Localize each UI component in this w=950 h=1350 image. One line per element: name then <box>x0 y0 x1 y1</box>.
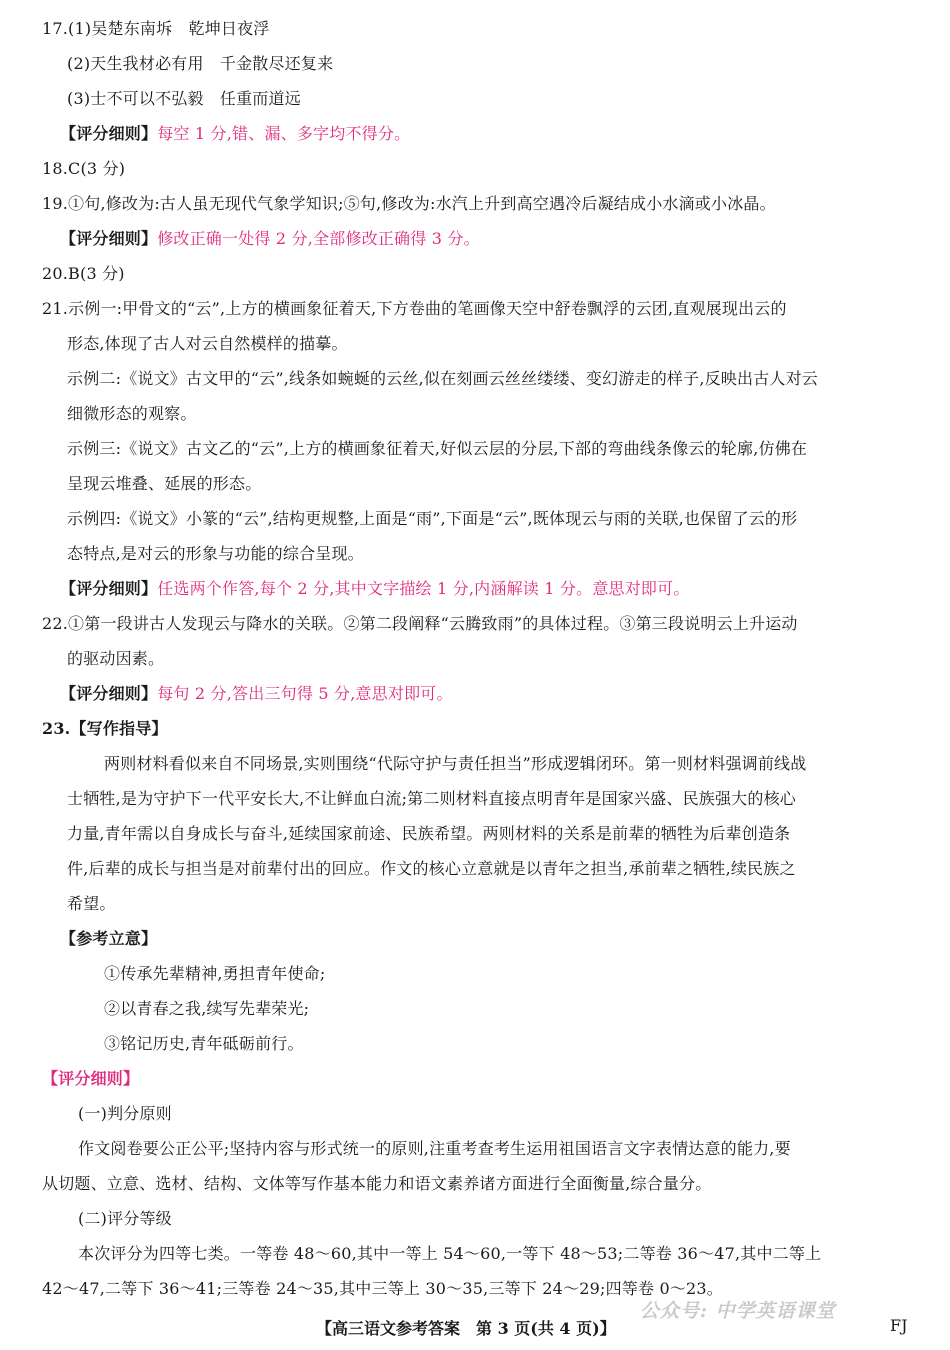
rubric-label: 【评分细则】 <box>60 579 158 598</box>
page-footer: 【高三语文参考答案 第 3 页(共 4 页)】 <box>316 1319 616 1338</box>
section-2-line-2: 42～47,二等下 36～41;三等卷 24～35,其中三等上 30～35,三等下 24～29;四等卷 0～23。 <box>42 1279 724 1298</box>
q17-rubric <box>60 123 410 145</box>
rubric-text: 每空 1 分,错、漏、多字均不得分。 <box>157 124 411 143</box>
q23-para-line-3: 力量,青年需以自身成长与奋斗,延续国家前途、民族希望。两则材料的关系是前辈的牺牲为后辈创造条 <box>67 824 791 843</box>
section-1-line-2: 从切题、立意、选材、结构、文体等写作基本能力和语文素养诸方面进行全面衡量,综合量分。 <box>42 1174 712 1193</box>
q21-line-6: 呈现云堆叠、延展的形态。 <box>67 474 262 493</box>
q20-answer: 20.B(3 分) <box>42 264 125 283</box>
q23-heading: 23.【写作指导】 <box>42 719 168 738</box>
q22-line-1: 22.①第一段讲古人发现云与降水的关联。②第二段阐释“云腾致雨”的具体过程。③第三段说明云上升运动 <box>42 614 798 633</box>
q21-line-4: 细微形态的观察。 <box>67 404 197 423</box>
q21-line-2: 形态,体现了古人对云自然模样的描摹。 <box>67 334 348 353</box>
rubric-text: 任选两个作答,每个 2 分,其中文字描绘 1 分,内涵解读 1 分。意思对即可。 <box>157 579 690 598</box>
rubric-text: 修改正确一处得 2 分,全部修改正确得 3 分。 <box>157 229 480 248</box>
q21-line-1: 21.示例一:甲骨文的“云”,上方的横画象征着天,下方卷曲的笔画像天空中舒卷飘浮的云团,直观展现出云的 <box>42 299 787 318</box>
q22-line-2: 的驱动因素。 <box>67 649 165 668</box>
q22-rubric <box>60 683 453 705</box>
q23-para-line-2: 士牺牲,是为守护下一代平安长大,不让鲜血白流;第二则材料直接点明青年是国家兴盛、民族强大的核心 <box>67 789 796 808</box>
q21-rubric <box>60 578 690 600</box>
q19-answer: 19.①句,修改为:古人虽无现代气象学知识;⑤句,修改为:水汽上升到高空遇冷后凝结成小水滴或小冰晶。 <box>42 194 776 213</box>
q21-line-7: 示例四:《说文》小篆的“云”,结构更规整,上面是“雨”,下面是“云”,既体现云与雨的关联,也保留了云的形 <box>67 509 798 528</box>
footer-code: FJ <box>890 1316 908 1335</box>
q18-answer: 18.C(3 分) <box>42 159 126 178</box>
rubric-text: 每句 2 分,答出三句得 5 分,意思对即可。 <box>157 684 453 703</box>
section-2-line-1: 本次评分为四等七类。一等卷 48～60,其中一等上 54～60,一等下 48～53;二等卷 36～47,其中二等上 <box>78 1244 822 1263</box>
q23-para-line-1: 两则材料看似来自不同场景,实则围绕“代际守护与责任担当”形成逻辑闭环。第一则材料强调前线战 <box>104 754 807 773</box>
rubric-label: 【评分细则】 <box>60 124 158 143</box>
q21-line-5: 示例三:《说文》古文乙的“云”,上方的横画象征着天,好似云层的分层,下部的弯曲线条像云的轮廓,仿佛在 <box>67 439 808 458</box>
reference-theme-heading: 【参考立意】 <box>60 929 158 948</box>
q17-line-2: (2)天生我材必有用 千金散尽还复来 <box>67 54 334 73</box>
q17-line-3: (3)士不可以不弘毅 任重而道远 <box>67 89 301 108</box>
rubric-label: 【评分细则】 <box>60 229 158 248</box>
q17-line-1: 17.(1)吴楚东南坼 乾坤日夜浮 <box>42 19 270 38</box>
q23-para-line-5: 希望。 <box>67 894 116 913</box>
q19-rubric <box>60 228 480 250</box>
reference-theme-1: ①传承先辈精神,勇担青年使命; <box>104 964 326 983</box>
q23-para-line-4: 件,后辈的成长与担当是对前辈付出的回应。作文的核心立意就是以青年之担当,承前辈之牺牲,续民族之 <box>67 859 796 878</box>
section-2-heading: (二)评分等级 <box>78 1209 172 1228</box>
rubric-label: 【评分细则】 <box>60 684 158 703</box>
q21-line-3: 示例二:《说文》古文甲的“云”,线条如蜿蜒的云丝,似在刻画云丝丝缕缕、变幻游走的样子,反映出古人对云 <box>67 369 819 388</box>
essay-rubric-heading: 【评分细则】 <box>42 1069 140 1088</box>
watermark-text: 公众号: 中学英语课堂 <box>640 1300 836 1322</box>
reference-theme-2: ②以青春之我,续写先辈荣光; <box>104 999 310 1018</box>
q21-line-8: 态特点,是对云的形象与功能的综合呈现。 <box>67 544 364 563</box>
section-1-heading: (一)判分原则 <box>78 1104 172 1123</box>
section-1-line-1: 作文阅卷要公正公平;坚持内容与形式统一的原则,注重考查考生运用祖国语言文字表情达意的能力,要 <box>78 1139 791 1158</box>
reference-theme-3: ③铭记历史,青年砥砺前行。 <box>104 1034 304 1053</box>
